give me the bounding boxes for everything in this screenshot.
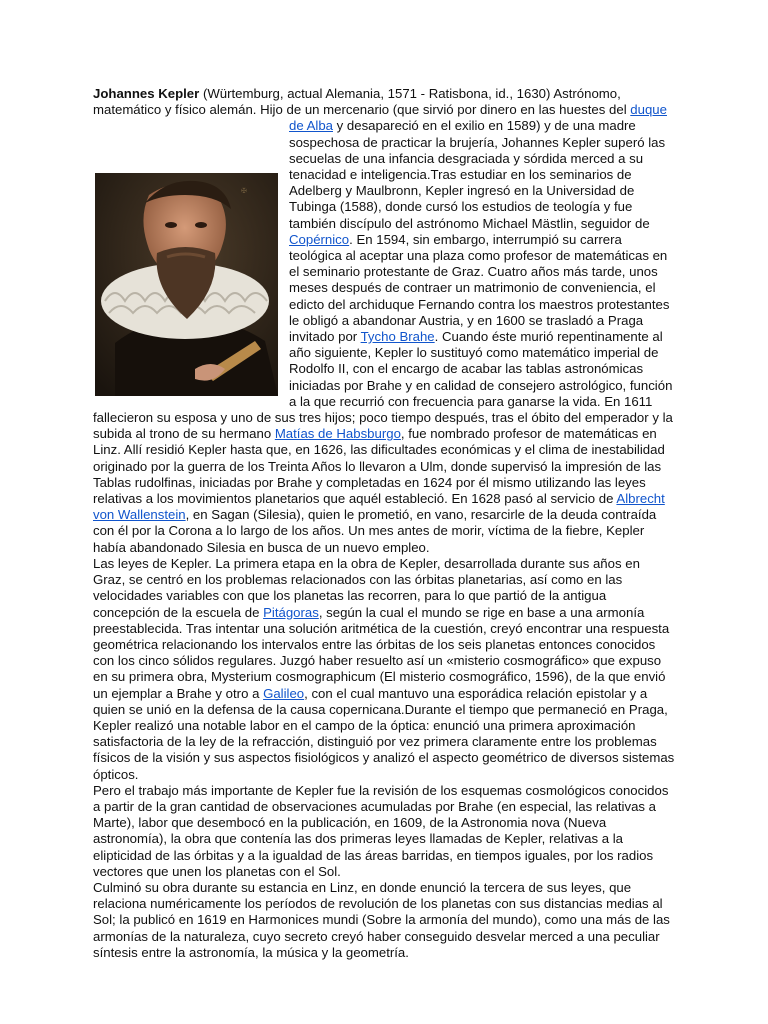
text-run: Las leyes de Kepler. La primera etapa en la obra de Kepler, desarrollada durante sus años en Graz, se centró en los problemas relacionados con las órbitas planetarias, así como en las velocidades variables con que los planetas las recorren, para lo que partió de la antigua concepción de la escuela de	[93, 555, 640, 620]
person-name: Johannes Kepler	[93, 86, 200, 101]
link-albrecht-von-wallenstein[interactable]: Albrecht von Wallenstein	[93, 491, 665, 523]
harmonices-mundi-paragraph: Culminó su obra durante su estancia en Linz, en donde enunció la tercera de sus leyes, que relaciona numéricamente los períodos de revolución de los planetas con sus distancias medias al Sol; la publicó en 1619 en Harmonices mundi (Sobre la armonía del mundo), como una más de las armonías de la naturaleza, cuyo secreto creyó haber conseguido desvelar merced a una peculiar síntesis entre la astronomía, la música y la geometría.	[93, 879, 670, 960]
text-run: , en Sagan (Silesia), quien le prometió, en vano, resarcirle de la deuda contraída con él por la Corona a lo largo de los años. Un mes antes de morir, víctima de la fiebre, Kepler había abandonado Silesia en busca de un nuevo empleo.	[93, 507, 657, 555]
link-matias-de-habsburgo[interactable]: Matías de Habsburgo	[274, 426, 401, 442]
biography-paragraph	[93, 86, 675, 556]
link-tycho-brahe[interactable]: Tycho Brahe	[360, 329, 435, 345]
link-pitagoras[interactable]: Pitágoras	[263, 604, 319, 620]
link-galileo[interactable]: Galileo	[263, 685, 305, 701]
text-run: . Cuando éste murió repentinamente al año siguiente, Kepler lo sustituyó como matemático imperial de Rodolfo II, con el encargo de acabar las tablas astronómicas iniciadas por Brahe y en calidad de consejero astrológico, función a la que recurrió con frecuencia para ganarse la vida. En 1611 fallecieron su esposa y uno de sus tres hijos; poco tiempo después, tras el óbito del emperador y la subida al trono de su hermano	[93, 329, 673, 442]
text-run: , con el cual mantuvo una esporádica relación epistolar y a quien se unió en la defensa de la causa copernicana.Durante el tiempo que permaneció en Praga, Kepler realizó una notable labor en el campo de la óptica: enunció una primera aproximación satisfactoria de la ley de la refracción, distinguió por vez primera claramente entre los problemas físicos de la visión y sus aspectos fisiológicos y analizó el aspecto geométrico de diversos sistemas ópticos.	[93, 685, 675, 782]
text-run: . En 1594, sin embargo, interrumpió su carrera teológica al aceptar una plaza como profesor de matemáticas en el seminario protestante de Graz. Cuatro años más tarde, unos meses después de contraer un matrimonio de conveniencia, el edicto del archiduque Fernando contra los maestros protestantes le obligó a abandonar Austria, y en 1600 se trasladó a Praga invitado por	[289, 231, 670, 345]
text-run: , fue nombrado profesor de matemáticas en Linz. Allí residió Kepler hasta que, en 1626, las dificultades económicas y el clima de inestabilidad originado por la guerra de los Treinta Años lo llevaron a Ulm, donde supervisó la impresión de las Tablas rudolfinas, iniciadas por Brahe y completadas en 1624 por él mismo utilizando las leyes relativas a los movimientos planetarios que aquél estableció. En 1628 pasó al servicio de	[93, 426, 665, 507]
laws-paragraph	[93, 556, 675, 783]
link-copernico[interactable]: Copérnico	[289, 231, 350, 247]
astronomia-nova-paragraph: Pero el trabajo más importante de Kepler fue la revisión de los esquemas cosmológicos conocidos a partir de la gran cantidad de observaciones acumuladas por Brahe (en especial, las relativas a Marte), labor que desembocó en la publicación, en 1609, de la Astronomia nova (Nueva astronomía), la obra que contenía las dos primeras leyes llamadas de Kepler, relativas a la elipticidad de las órbitas y a la igualdad de las áreas barridas, en tiempos iguales, por los radios vectores que unen los planetas con el Sol.	[93, 782, 669, 879]
link-duque-de-alba[interactable]: duque de Alba	[289, 102, 667, 134]
text-run: y desapareció en el exilio en 1589) y de una madre sospechosa de practicar la brujería, Johannes Kepler superó las secuelas de una infancia desgraciada y sórdida merced a su tenacidad e inteligencia.Tras estudiar en los seminarios de Adelberg y Maulbronn, Kepler ingresó en la Universidad de Tubinga (1588), donde cursó los estudios de teología y fue también discípulo del astrónomo Michael Mästlin, seguidor de	[289, 118, 666, 231]
text-run: (Würtemburg, actual Alemania, 1571 - Ratisbona, id., 1630) Astrónomo, matemático y físico alemán. Hijo de un mercenario (que sirvió por dinero en las huestes del	[93, 86, 631, 118]
document-page	[93, 86, 675, 961]
kepler-portrait-image	[95, 173, 278, 396]
text-run: , según la cual el mundo se rige en base a una armonía preestablecida. Tras intentar una solución aritmética de la cuestión, creyó encontrar una respuesta geométrica relacionando los intervalos entre las órbitas de los seis planetas entonces conocidos con los cinco sólidos regulares. Juzgó haber resuelto así un «misterio cosmográfico» que expuso en su primera obra, Mysterium cosmographicum (El misterio cosmográfico, 1596), de la que envió un ejemplar a Brahe y otro a	[93, 604, 670, 701]
svg-text:✠: ✠	[241, 187, 247, 196]
